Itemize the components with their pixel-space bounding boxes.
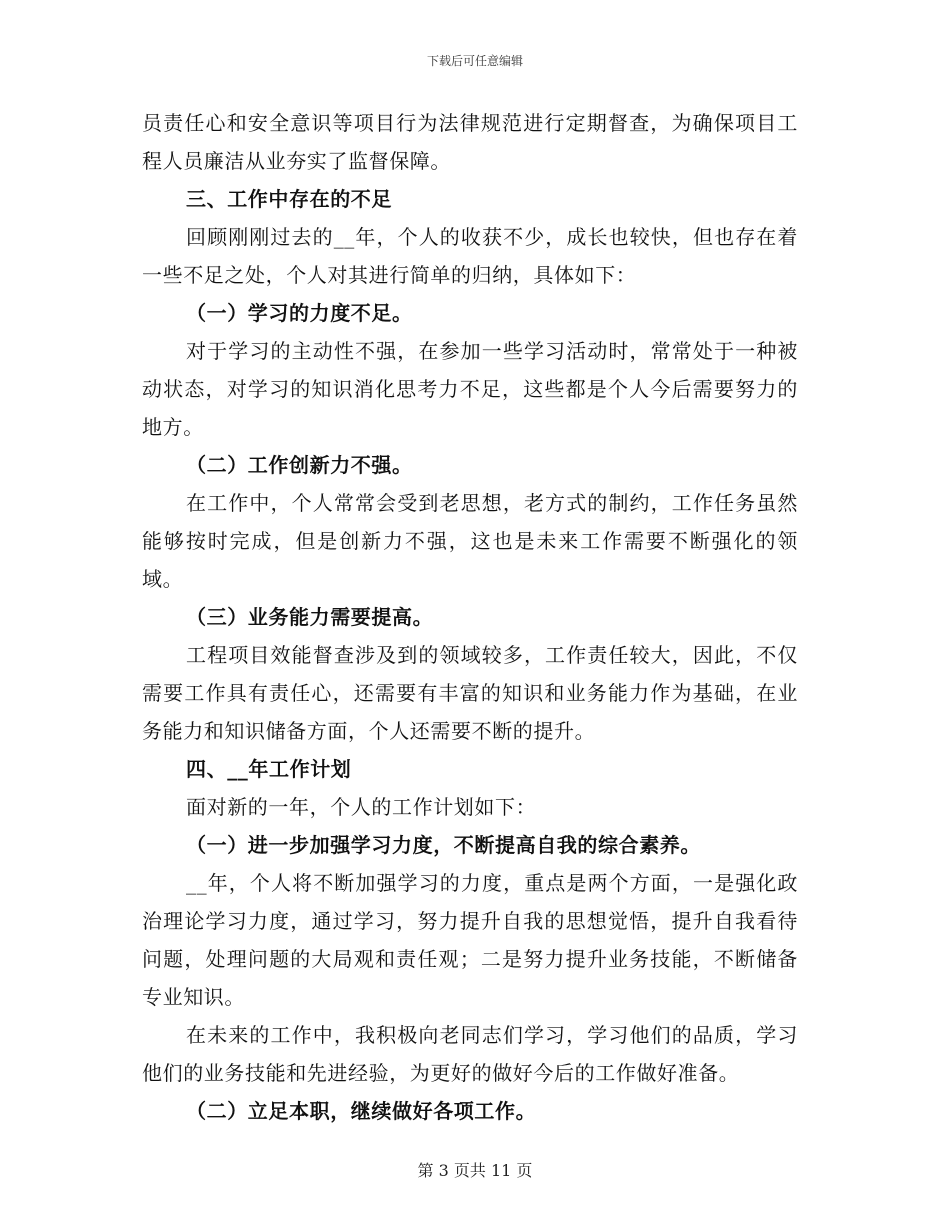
subheading: （二）工作创新力不强。 xyxy=(186,453,413,477)
paragraph: 面对新的一年，个人的工作计划如下： xyxy=(186,795,537,819)
paragraph: 在未来的工作中，我积极向老同志们学习，学习他们的品质，学习他们的业务技能和先进经验，为更好的做好今后的工作做好准备。 xyxy=(142,1023,798,1085)
subheading: （三）业务能力需要提高。 xyxy=(186,605,434,629)
section-heading-4: 四、__年工作计划 xyxy=(186,757,352,781)
paragraph: 对于学习的主动性不强，在参加一些学习活动时，常常处于一种被动状态，对学习的知识消化思考力不足，这些都是个人今后需要努力的地方。 xyxy=(142,339,798,439)
page-footer: 第 3 页共 11 页 xyxy=(417,1161,533,1180)
section-heading-3: 三、工作中存在的不足 xyxy=(186,187,392,211)
subheading: （一）学习的力度不足。 xyxy=(186,301,413,325)
paragraph: 在工作中，个人常常会受到老思想，老方式的制约，工作任务虽然能够按时完成，但是创新力不强，这也是未来工作需要不断强化的领域。 xyxy=(142,491,798,591)
subheading: （二）立足本职，继续做好各项工作。 xyxy=(186,1099,537,1123)
paragraph-continued: 员责任心和安全意识等项目行为法律规范进行定期督查，为确保项目工程人员廉洁从业夯实了监督保障。 xyxy=(142,111,798,173)
page-header: 下载后可任意编辑 xyxy=(426,54,523,68)
paragraph: 回顾刚刚过去的__年，个人的收获不少，成长也较快，但也存在着一些不足之处，个人对其进行简单的归纳，具体如下： xyxy=(142,225,798,287)
document-body xyxy=(142,104,798,1130)
paragraph: 工程项目效能督查涉及到的领域较多，工作责任较大，因此，不仅需要工作具有责任心，还需要有丰富的知识和业务能力作为基础，在业务能力和知识储备方面，个人还需要不断的提升。 xyxy=(142,643,798,743)
paragraph: __年，个人将不断加强学习的力度，重点是两个方面，一是强化政治理论学习力度，通过学习，努力提升自我的思想觉悟，提升自我看待问题，处理问题的大局观和责任观；二是努力提升业务技能，不断储备专业知识。 xyxy=(142,871,798,1009)
subheading: （一）进一步加强学习力度，不断提高自我的综合素养。 xyxy=(186,833,701,857)
